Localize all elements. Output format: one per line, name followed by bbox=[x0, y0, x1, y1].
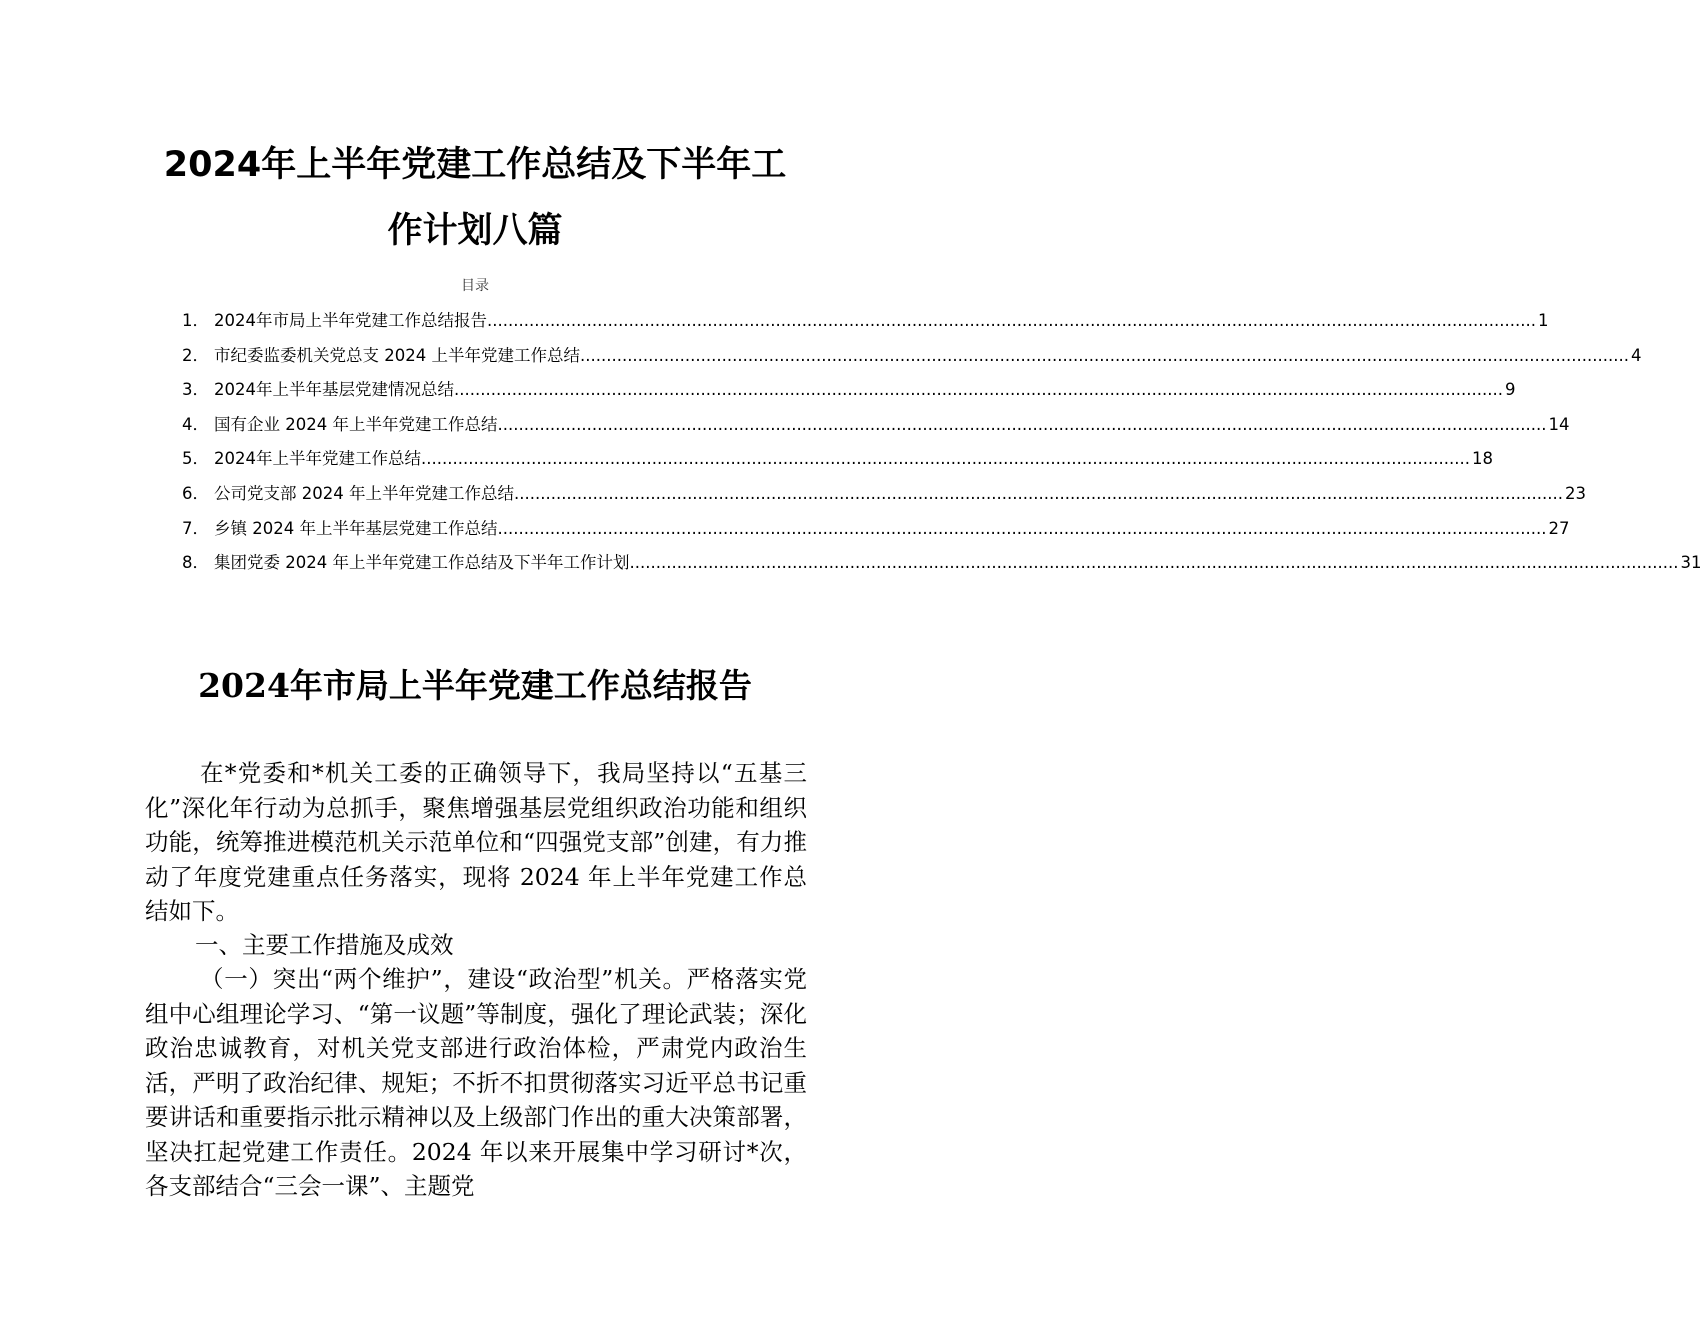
document-title bbox=[140, 132, 810, 264]
toc-dot-leader: ........................................................................................................................................................................................................ bbox=[497, 414, 1547, 434]
toc-entry-page: 14 bbox=[1548, 414, 1570, 434]
document-title-line-2: 作计划八篇 bbox=[387, 211, 563, 251]
toc-entry[interactable] bbox=[182, 445, 1493, 480]
toc-entry-number: 6． bbox=[182, 483, 209, 503]
table-of-contents bbox=[182, 307, 1701, 584]
toc-entry-page: 23 bbox=[1564, 483, 1586, 503]
toc-entry-number: 3． bbox=[182, 380, 209, 400]
toc-entry-number: 5． bbox=[182, 449, 209, 469]
toc-entry[interactable] bbox=[182, 411, 1570, 446]
toc-entry[interactable] bbox=[182, 376, 1516, 411]
document-title-line-1: 2024年上半年党建工作总结及下半年工 bbox=[163, 145, 787, 185]
toc-entry[interactable] bbox=[182, 549, 1701, 584]
toc-entry-number: 4． bbox=[182, 414, 209, 434]
toc-entry-number: 8． bbox=[182, 553, 209, 573]
toc-dot-leader: ........................................................................................................................................................................................................ bbox=[629, 553, 1679, 573]
toc-entry-page: 31 bbox=[1680, 553, 1701, 573]
toc-entry-number: 7． bbox=[182, 518, 209, 538]
toc-dot-leader: ........................................................................................................................................................................................................ bbox=[421, 449, 1470, 469]
toc-entry-title: 2024年市局上半年党建工作总结报告 bbox=[214, 311, 487, 330]
toc-entry-page: 27 bbox=[1548, 518, 1570, 538]
section-heading-main-measures: 一、主要工作措施及成效 bbox=[195, 931, 454, 959]
toc-entry[interactable] bbox=[182, 515, 1570, 550]
toc-entry-title: 2024年上半年基层党建情况总结 bbox=[214, 380, 454, 400]
toc-entry-title: 集团党委 2024 年上半年党建工作总结及下半年工作计划 bbox=[214, 553, 630, 573]
toc-dot-leader: ........................................................................................................................................................................................................ bbox=[497, 518, 1547, 538]
toc-entry-title: 公司党支部 2024 年上半年党建工作总结 bbox=[214, 483, 514, 503]
toc-entry[interactable] bbox=[182, 480, 1586, 515]
toc-entry-title: 市纪委监委机关党总支 2024 上半年党建工作总结 bbox=[214, 345, 580, 365]
toc-entry-title: 国有企业 2024 年上半年党建工作总结 bbox=[214, 414, 498, 434]
toc-entry-page: 1 bbox=[1537, 311, 1549, 330]
toc-entry-number: 1． bbox=[182, 311, 209, 330]
toc-heading: 目录 bbox=[461, 278, 489, 294]
toc-dot-leader: ........................................................................................................................................................................................................ bbox=[513, 483, 1563, 503]
section-title: 2024年市局上半年党建工作总结报告 bbox=[198, 666, 752, 705]
toc-entry-page: 4 bbox=[1630, 345, 1642, 365]
body-paragraph-intro: 在*党委和*机关工委的正确领导下，我局坚持以“五基三化”深化年行动为总抓手，聚焦增强基层党组织政治功能和组织功能，统筹推进模范机关示范单位和“四强党支部”创建，有力推动了年度党建重点任务落实，现将 2024 年上半年党建工作总结如下。 bbox=[145, 759, 807, 925]
toc-dot-leader: ........................................................................................................................................................................................................ bbox=[454, 380, 1503, 400]
toc-entry[interactable] bbox=[182, 307, 1549, 342]
toc-entry-number: 2． bbox=[182, 345, 209, 365]
toc-entry-page: 18 bbox=[1471, 449, 1493, 469]
toc-entry-page: 9 bbox=[1504, 380, 1516, 400]
body-paragraph-political: （一）突出“两个维护”，建设“政治型”机关。严格落实党组中心组理论学习、“第一议题”等制度，强化了理论武装；深化政治忠诚教育，对机关党支部进行政治体检，严肃党内政治生活，严明了政治纪律、规矩；不折不扣贯彻落实习近平总书记重要讲话和重要指示批示精神以及上级部门作出的重大决策部署，坚决扛起党建工作责任。2024 年以来开展集中学习研讨*次，各支部结合“三会一课”、主题党 bbox=[145, 965, 807, 1200]
toc-dot-leader: ........................................................................................................................................................................................................ bbox=[579, 345, 1629, 365]
toc-entry[interactable] bbox=[182, 342, 1642, 377]
toc-dot-leader: ........................................................................................................................................................................................................ bbox=[487, 311, 1536, 330]
toc-entry-title: 2024年上半年党建工作总结 bbox=[214, 449, 421, 469]
toc-entry-title: 乡镇 2024 年上半年基层党建工作总结 bbox=[214, 518, 498, 538]
